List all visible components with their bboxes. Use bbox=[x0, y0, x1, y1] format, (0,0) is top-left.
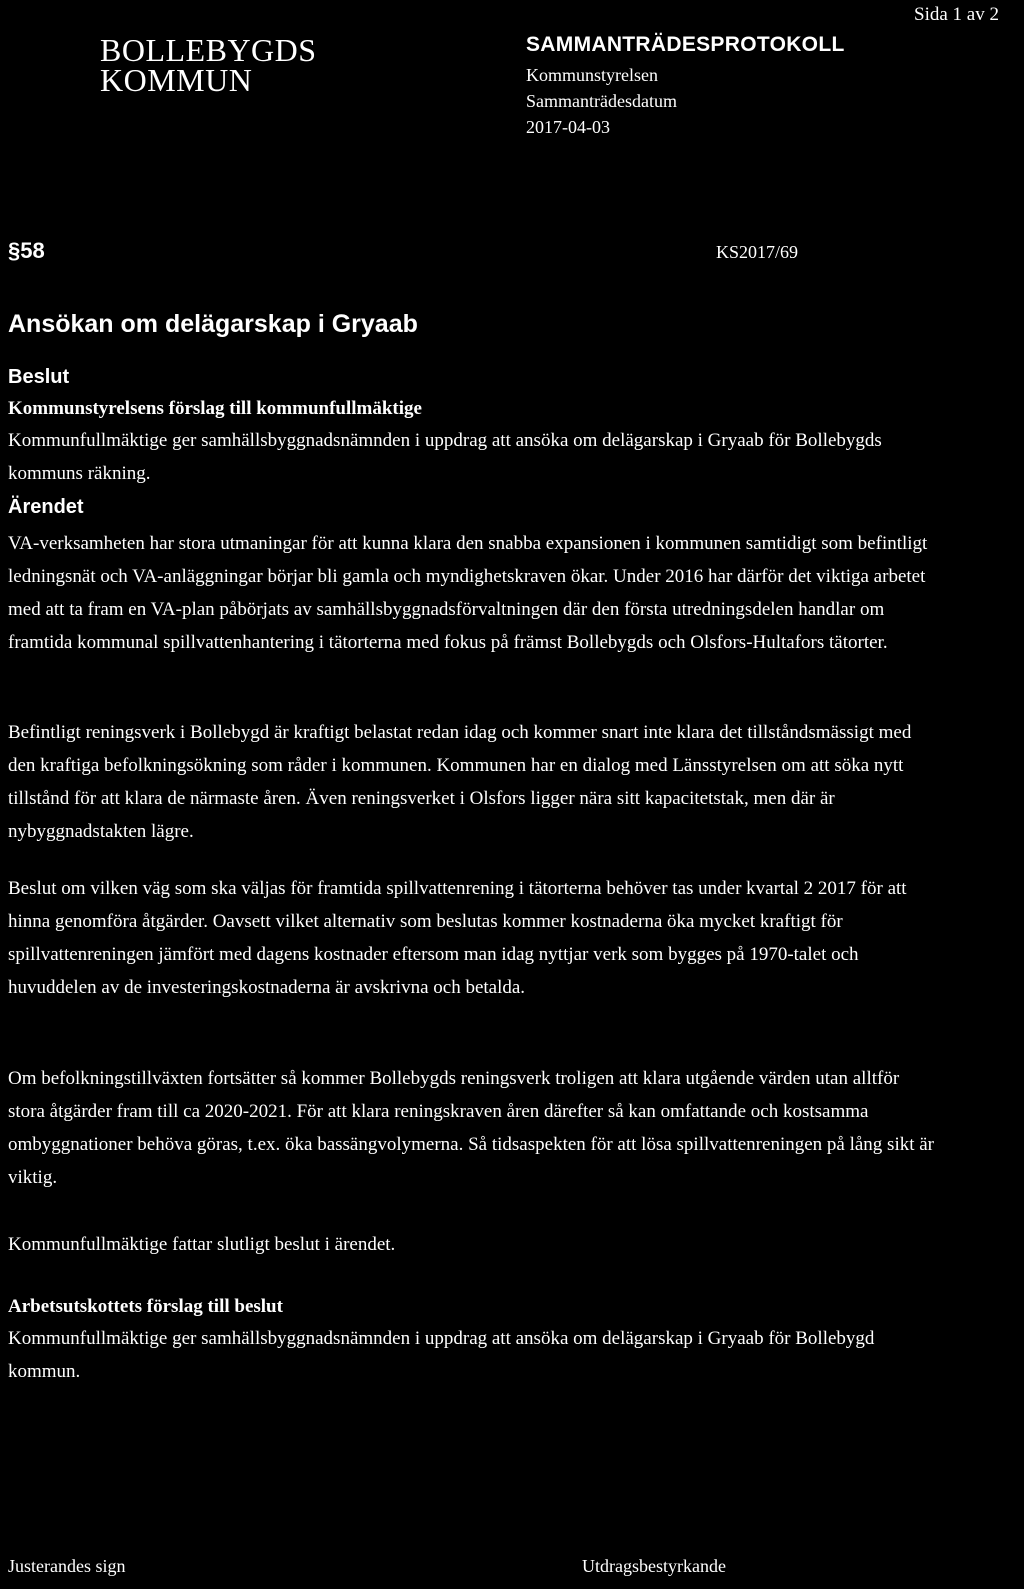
footer-certification-label: Utdragsbestyrkande bbox=[582, 1556, 726, 1576]
working-committee-text: Kommunfullmäktige ger samhällsbyggnadsnämnden i uppdrag att ansöka om delägarskap i Gryaab för Bollebygd kommun. bbox=[8, 1328, 875, 1382]
page-title: Ansökan om delägarskap i Gryaab bbox=[8, 310, 418, 338]
working-committee-heading: Arbetsutskottets förslag till beslut bbox=[8, 1296, 283, 1317]
matter-paragraph-4: Om befolkningstillväxten fortsätter så kommer Bollebygds reningsverk troligen att klara utgående värden utan alltför stora åtgärder fram till ca 2020-2021. För att klara reningskraven åren därefter så kan omfattande och kostsamma ombyggnationer behöva göras, t.ex. öka bassängvolymerna. Så tidsaspekten för att lösa spillvattenreningen på lång sikt är viktig. bbox=[8, 1068, 935, 1188]
proposal-text: Kommunfullmäktige ger samhällsbyggnadsnämnden i uppdrag att ansöka om delägarskap i Gryaab för Bollebygds kommuns räkning. bbox=[8, 430, 882, 484]
decision-heading: Beslut bbox=[8, 366, 70, 388]
matter-paragraph-1: VA-verksamheten har stora utmaningar för att kunna klara den snabba expansionen i kommunen samtidigt som befintligt ledningsnät och VA-anläggningar börjar bli gamla och myndighetskraven ökar. Under 2016 har därför det viktiga arbetet med att ta fram en VA-plan påbörjats av samhällsbyggnadsförvaltningen där den första utredningsdelen handlar om framtida kommunal spillvattenhantering i tätorterna med fokus på främst Bollebygds och Olsfors-Hultafors tätorter. bbox=[8, 533, 928, 653]
footer-signature-label: Justerandes sign bbox=[8, 1556, 126, 1576]
paragraph-number: §58 bbox=[8, 238, 45, 263]
logo-line-1: BOLLEBYGDS bbox=[100, 32, 317, 68]
proposal-heading: Kommunstyrelsens förslag till kommunfullmäktige bbox=[8, 398, 422, 419]
meeting-date: 2017-04-03 bbox=[526, 117, 610, 137]
protocol-title: SAMMANTRÄDESPROTOKOLL bbox=[526, 33, 845, 56]
matter-heading: Ärendet bbox=[8, 496, 84, 518]
committee-name: Kommunstyrelsen bbox=[526, 65, 658, 85]
matter-paragraph-3: Beslut om vilken väg som ska väljas för framtida spillvattenrening i tätorterna behöver tas under kvartal 2 2017 för att hinna genomföra åtgärder. Oavsett vilket alternativ som beslutas kommer kostnaderna öka mycket kraftigt för spillvattenreningen jämfört med dagens kostnader eftersom man idag nyttjar verk som bygges på 1970-talet och huvuddelen av de investeringskostnaderna är avskrivna och betalda. bbox=[8, 878, 907, 998]
case-number: KS2017/69 bbox=[716, 242, 799, 262]
page-number: Sida 1 av 2 bbox=[914, 4, 999, 25]
logo-line-2: KOMMUN bbox=[100, 62, 253, 98]
matter-paragraph-2: Befintligt reningsverk i Bollebygd är kraftigt belastat redan idag och kommer snart inte klara det tillståndsmässigt med den kraftiga befolkningsökning som råder i kommunen. Kommunen har en dialog med Länsstyrelsen om att söka nytt tillstånd för att klara de närmaste åren. Även reningsverket i Olsfors ligger nära sitt kapacitetstak, men där är nybyggnadstakten lägre. bbox=[8, 722, 912, 842]
matter-paragraph-5: Kommunfullmäktige fattar slutligt beslut i ärendet. bbox=[8, 1234, 396, 1255]
meeting-date-label: Sammanträdesdatum bbox=[526, 91, 677, 111]
